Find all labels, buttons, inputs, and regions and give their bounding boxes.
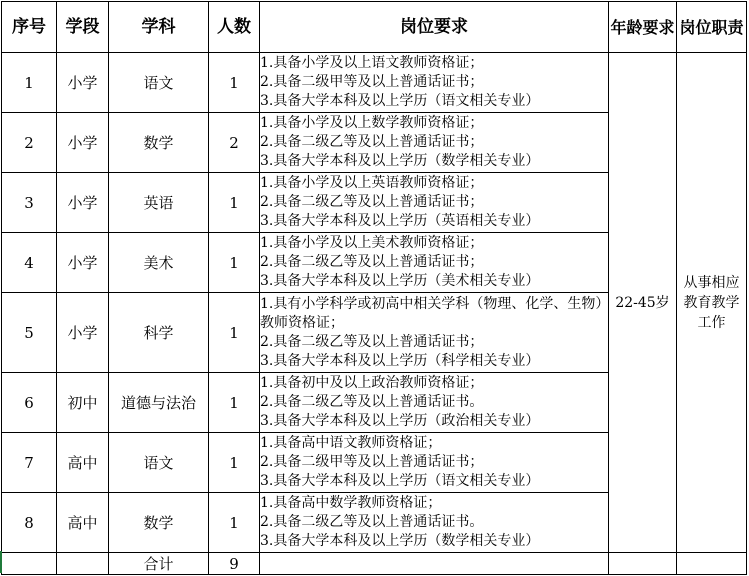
cell-subject: 科学	[109, 293, 209, 373]
cell-count: 1	[209, 373, 260, 433]
requirement-line: 1.具有小学科学或初高中相关学科（物理、化学、生物）教师资格证；	[260, 295, 603, 331]
cell-subject: 英语	[109, 173, 209, 233]
requirement-line: 3.具备大学本科及以上学历（数学相关专业）	[260, 533, 540, 549]
cell-requirements	[260, 53, 609, 113]
header-seq: 序号	[2, 2, 57, 53]
cell-count: 1	[209, 233, 260, 293]
requirement-line: 1.具备初中及以上政治教师资格证；	[260, 375, 484, 391]
requirement-line: 1.具备小学及以上语文教师资格证；	[260, 55, 484, 71]
cell-stage: 小学	[57, 173, 109, 233]
cell-count: 1	[209, 53, 260, 113]
requirement-line: 3.具备大学本科及以上学历（科学相关专业）	[260, 352, 540, 369]
requirement-line: 1.具备小学及以上英语教师资格证；	[260, 175, 484, 191]
header-stage: 学段	[57, 2, 109, 53]
requirement-line: 2.具备二级乙等及以上普通话证书；	[260, 194, 484, 210]
cell-seq: 8	[2, 493, 57, 553]
total-blank-cell	[609, 553, 677, 575]
cell-stage: 小学	[57, 293, 109, 373]
cell-seq: 3	[2, 173, 57, 233]
cell-count: 1	[209, 173, 260, 233]
cell-count: 1	[209, 433, 260, 493]
cell-seq: 1	[2, 53, 57, 113]
cell-count: 1	[209, 493, 260, 553]
header-requirements: 岗位要求	[260, 2, 609, 53]
cell-stage: 高中	[57, 433, 109, 493]
cell-stage: 小学	[57, 113, 109, 173]
cell-seq: 6	[2, 373, 57, 433]
recruitment-table	[1, 1, 747, 575]
requirement-line: 3.具备大学本科及以上学历（英语相关专业）	[260, 213, 540, 229]
cell-requirements	[260, 293, 609, 373]
total-row	[2, 553, 747, 575]
cell-subject: 美术	[109, 233, 209, 293]
cell-requirements	[260, 493, 609, 553]
requirement-line: 2.具备二级甲等及以上普通话证书；	[260, 74, 484, 90]
cell-count: 1	[209, 293, 260, 373]
requirement-line: 1.具备小学及以上美术教师资格证；	[260, 235, 484, 251]
cell-stage: 小学	[57, 53, 109, 113]
total-count: 9	[209, 553, 260, 575]
cell-requirements	[260, 373, 609, 433]
requirement-line: 2.具备二级乙等及以上普通话证书。	[260, 394, 484, 410]
cell-requirements	[260, 233, 609, 293]
cell-seq: 2	[2, 113, 57, 173]
header-age: 年龄要求	[609, 2, 677, 53]
cell-count: 2	[209, 113, 260, 173]
total-blank-cell	[677, 553, 747, 575]
total-blank-cell	[57, 553, 109, 575]
requirement-line: 1.具备高中语文教师资格证；	[260, 435, 442, 451]
header-duty: 岗位职责	[677, 2, 747, 53]
cell-requirements	[260, 113, 609, 173]
total-blank-cell	[2, 553, 57, 575]
cell-duty-merged: 从事相应教育教学工作	[677, 53, 747, 553]
cell-subject: 语文	[109, 433, 209, 493]
cell-selection-marker	[0, 551, 2, 573]
requirement-line: 3.具备大学本科及以上学历（数学相关专业）	[260, 153, 540, 169]
requirement-line: 2.具备二级乙等及以上普通话证书；	[260, 254, 484, 270]
requirement-line: 2.具备二级甲等及以上普通话证书；	[260, 454, 484, 470]
requirement-line: 3.具备大学本科及以上学历（语文相关专业）	[260, 93, 540, 109]
requirement-line: 2.具备二级乙等及以上普通话证书；	[260, 333, 484, 350]
cell-stage: 小学	[57, 233, 109, 293]
cell-subject: 数学	[109, 113, 209, 173]
cell-subject: 道德与法治	[109, 373, 209, 433]
cell-stage: 初中	[57, 373, 109, 433]
header-count: 人数	[209, 2, 260, 53]
requirement-line: 3.具备大学本科及以上学历（美术相关专业）	[260, 273, 540, 289]
cell-requirements	[260, 433, 609, 493]
cell-requirements	[260, 173, 609, 233]
requirement-line: 2.具备二级乙等及以上普通话证书。	[260, 514, 484, 530]
cell-seq: 5	[2, 293, 57, 373]
cell-seq: 7	[2, 433, 57, 493]
requirement-line: 3.具备大学本科及以上学历（语文相关专业）	[260, 473, 540, 489]
cell-age-merged: 22-45岁	[609, 53, 677, 553]
header-subject: 学科	[109, 2, 209, 53]
total-label: 合计	[109, 553, 209, 575]
cell-stage: 高中	[57, 493, 109, 553]
requirement-line: 3.具备大学本科及以上学历（政治相关专业）	[260, 413, 540, 429]
cell-seq: 4	[2, 233, 57, 293]
cell-subject: 数学	[109, 493, 209, 553]
cell-subject: 语文	[109, 53, 209, 113]
header-row	[2, 2, 747, 53]
table-row	[2, 53, 747, 113]
requirement-line: 2.具备二级乙等及以上普通话证书；	[260, 134, 484, 150]
requirement-line: 1.具备小学及以上数学教师资格证；	[260, 115, 484, 131]
requirement-line: 1.具备高中数学教师资格证；	[260, 495, 442, 511]
total-blank-cell	[260, 553, 609, 575]
